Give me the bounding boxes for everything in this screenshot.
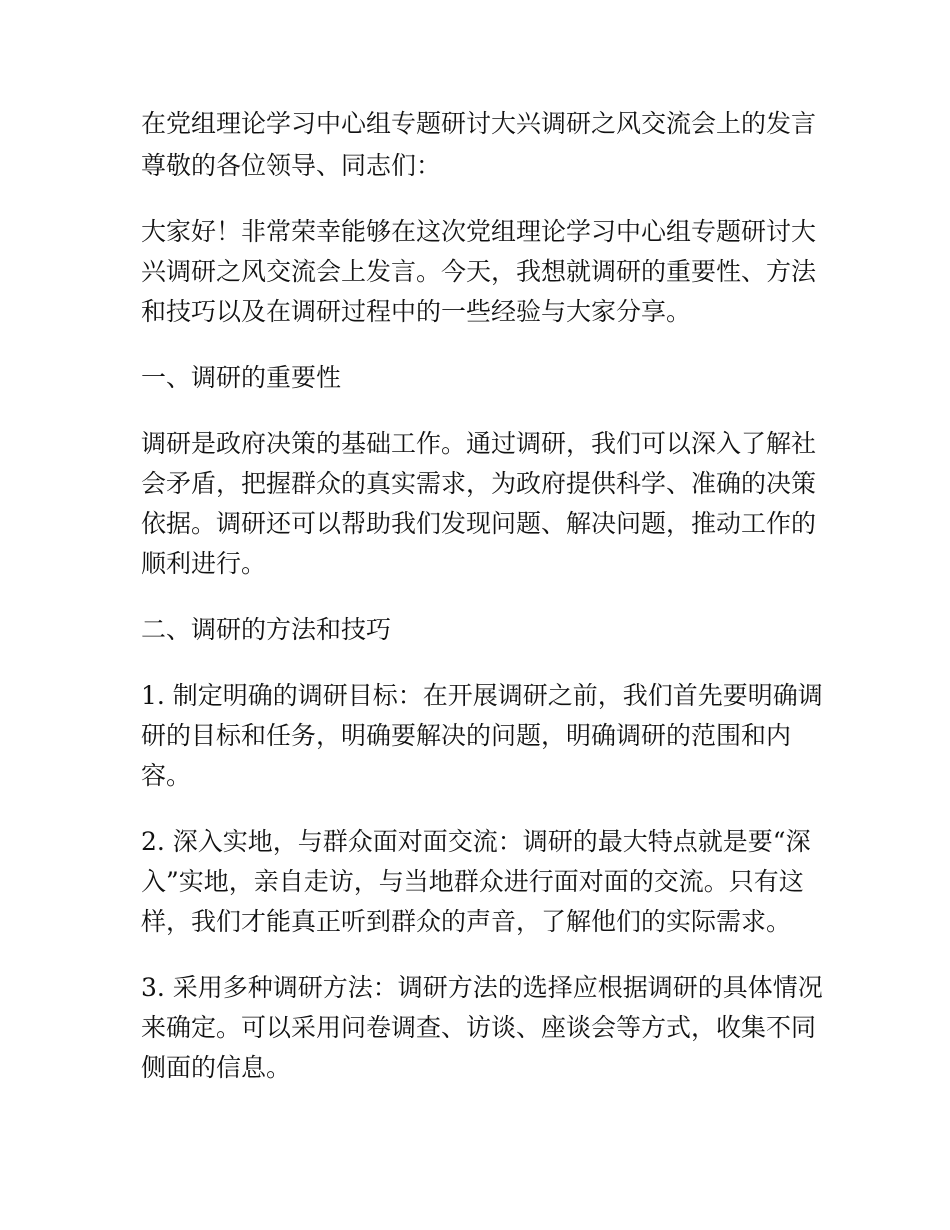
- section-1-heading: 一、调研的重要性: [141, 363, 342, 392]
- section-2-heading: 二、调研的方法和技巧: [141, 615, 392, 644]
- document-body: [141, 104, 831, 1088]
- list-item: 2. 深入实地，与群众面对面交流：调研的最大特点就是要“深入”实地，亲自走访，与当地群众进行面对面的交流。只有这样，我们才能真正听到群众的声音，了解他们的实际需求。: [141, 827, 811, 936]
- salutation: 尊敬的各位领导、同志们：: [141, 151, 442, 180]
- intro-paragraph: 大家好！非常荣幸能够在这次党组理论学习中心组专题研讨大兴调研之风交流会上发言。今天，我想就调研的重要性、方法和技巧以及在调研过程中的一些经验与大家分享。: [141, 217, 817, 326]
- list-item: 3. 采用多种调研方法：调研方法的选择应根据调研的具体情况来确定。可以采用问卷调查、访谈、座谈会等方式，收集不同侧面的信息。: [141, 973, 823, 1082]
- list-item: 1. 制定明确的调研目标：在开展调研之前，我们首先要明确调研的目标和任务，明确要解决的问题，明确调研的范围和内容。: [141, 681, 823, 790]
- document-title: 在党组理论学习中心组专题研讨大兴调研之风交流会上的发言: [141, 109, 817, 138]
- section-1-paragraph: 调研是政府决策的基础工作。通过调研，我们可以深入了解社会矛盾，把握群众的真实需求，为政府提供科学、准确的决策依据。调研还可以帮助我们发现问题、解决问题，推动工作的顺利进行。: [141, 429, 817, 578]
